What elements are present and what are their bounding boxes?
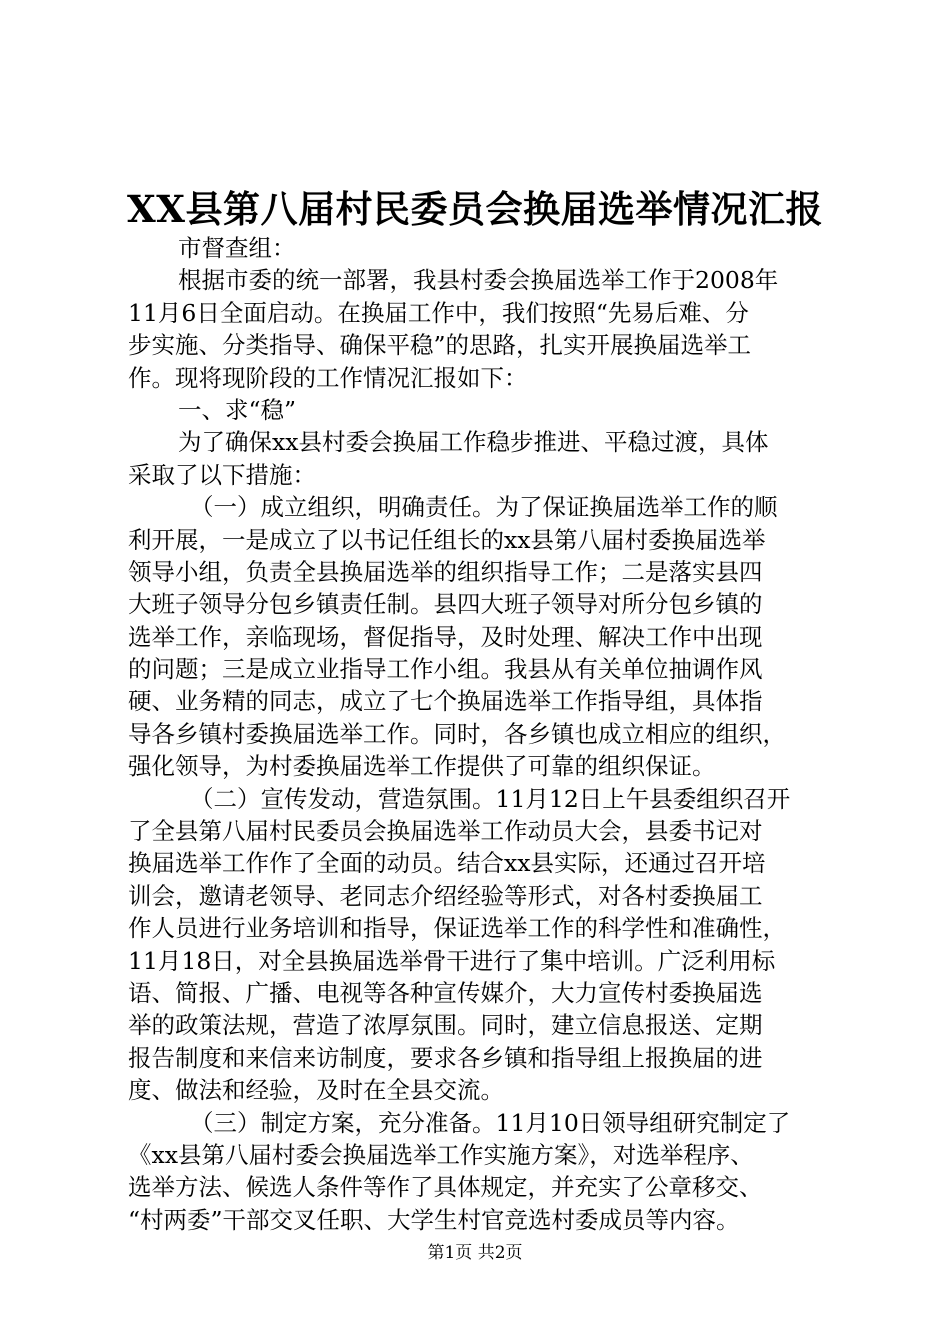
body-line: 报告制度和来信来访制度，要求各乡镇和指导组上报换届的进: [128, 1043, 763, 1072]
body-line: 语、简报、广播、电视等各种宣传媒介，大力宣传村委换届选: [128, 978, 763, 1007]
body-line: 作。现将现阶段的工作情况汇报如下：: [128, 363, 528, 392]
section-heading: 一、求“稳”: [178, 395, 297, 424]
body-line: “村两委”干部交叉任职、大学生村官竞选村委成员等内容。: [128, 1205, 740, 1234]
body-line: 导各乡镇村委换届选举工作。同时，各乡镇也成立相应的组织，: [128, 719, 786, 748]
body-line: 选举工作，亲临现场，督促指导，及时处理、解决工作中出现: [128, 622, 763, 651]
body-line: 了全县第八届村民委员会换届选举工作动员大会，县委书记对: [128, 817, 763, 846]
body-line: 《xx县第八届村委会换届选举工作实施方案》，对选举程序、: [128, 1140, 754, 1169]
body-line: 领导小组，负责全县换届选举的组织指导工作；二是落实县四: [128, 557, 763, 586]
body-line: 11月6日全面启动。在换届工作中，我们按照“先易后难、分: [128, 298, 749, 327]
body-line: 步实施、分类指导、确保平稳”的思路，扎实开展换届选举工: [128, 331, 752, 360]
body-line: 为了确保xx县村委会换届工作稳步推进、平稳过渡，具体: [178, 428, 769, 457]
body-line: 换届选举工作作了全面的动员。结合xx县实际，还通过召开培: [128, 849, 766, 878]
document-body: [128, 232, 833, 1236]
body-line: 度、做法和经验，及时在全县交流。: [128, 1076, 504, 1105]
subsection-line: （一）成立组织，明确责任。为了保证换届选举工作的顺: [190, 493, 778, 522]
body-line: 作人员进行业务培训和指导，保证选举工作的科学性和准确性，: [128, 914, 786, 943]
subsection-line: （二）宣传发动，营造氛围。11月12日上午县委组织召开: [190, 784, 791, 813]
body-line: 大班子领导分包乡镇责任制。县四大班子领导对所分包乡镇的: [128, 590, 763, 619]
body-line: 11月18日，对全县换届选举骨干进行了集中培训。广泛利用标: [128, 946, 776, 975]
body-line: 根据市委的统一部署，我县村委会换届选举工作于2008年: [178, 266, 779, 295]
subsection-line: （三）制定方案，充分准备。11月10日领导组研究制定了: [190, 1108, 791, 1137]
body-line: 训会，邀请老领导、老同志介绍经验等形式，对各村委换届工: [128, 881, 763, 910]
body-line: 选举方法、候选人条件等作了具体规定，并充实了公章移交、: [128, 1173, 763, 1202]
salutation-line: 市督查组：: [178, 234, 296, 262]
body-line: 采取了以下措施：: [128, 460, 316, 489]
body-line: 硬、业务精的同志，成立了七个换届选举工作指导组，具体指: [128, 687, 763, 716]
body-line: 举的政策法规，营造了浓厚氛围。同时，建立信息报送、定期: [128, 1011, 763, 1040]
document-title: XX县第八届村民委员会换届选举情况汇报: [127, 187, 823, 231]
body-line: 强化领导，为村委换届选举工作提供了可靠的组织保证。: [128, 752, 716, 781]
body-line: 利开展，一是成立了以书记任组长的xx县第八届村委换届选举: [128, 525, 766, 554]
page-footer: 第1页 共2页: [427, 1243, 523, 1263]
body-line: 的问题；三是成立业指导工作小组。我县从有关单位抽调作风: [128, 655, 763, 684]
